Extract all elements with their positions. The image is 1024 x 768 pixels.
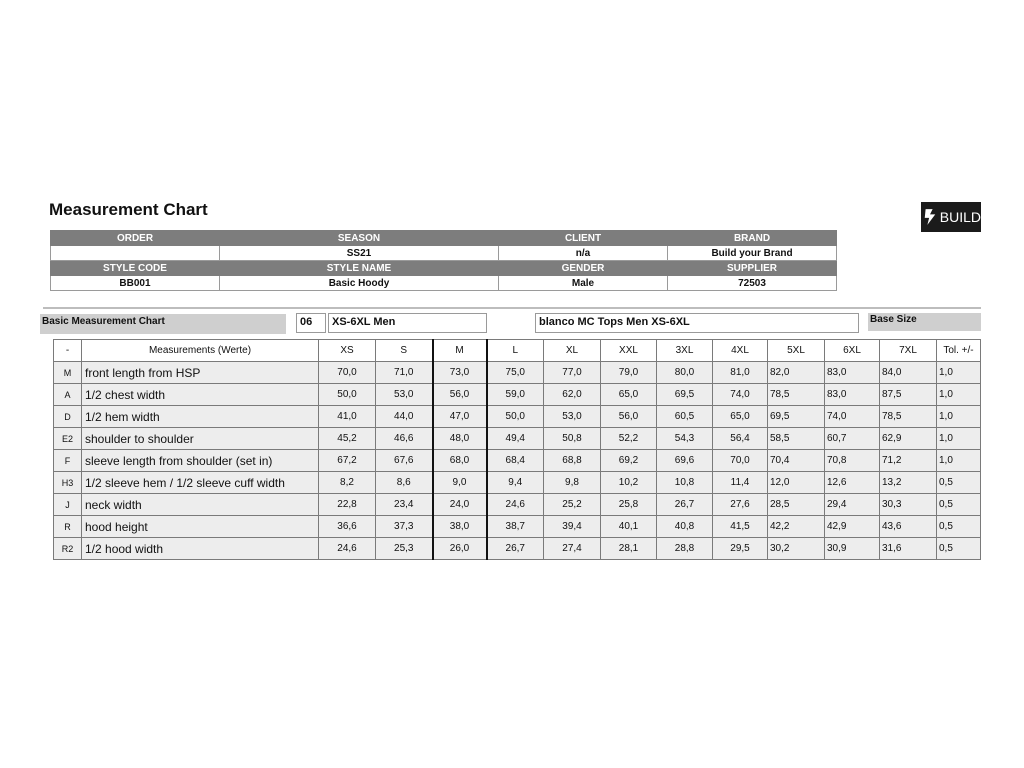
measurement-value: 50,0	[487, 406, 544, 428]
measurement-value: 70,8	[825, 450, 880, 472]
measurement-value: 40,1	[601, 516, 657, 538]
column-header: 5XL	[768, 340, 825, 362]
client-value: n/a	[499, 246, 668, 261]
measurement-value: 10,2	[601, 472, 657, 494]
column-header: XXL	[601, 340, 657, 362]
column-header: XL	[544, 340, 601, 362]
measurement-value: 70,0	[713, 450, 768, 472]
measurement-value: 47,0	[433, 406, 487, 428]
table-row	[54, 384, 981, 406]
measurement-value: 77,0	[544, 362, 601, 384]
column-header: -	[54, 340, 82, 362]
measurement-value: 80,0	[657, 362, 713, 384]
measurement-value: 10,8	[657, 472, 713, 494]
measurement-value: 67,2	[319, 450, 376, 472]
measurement-value: 43,6	[880, 516, 937, 538]
measurement-code: F	[54, 450, 82, 472]
brand-value: Build your Brand	[668, 246, 837, 261]
measurement-value: 87,5	[880, 384, 937, 406]
column-header: Tol. +/-	[937, 340, 981, 362]
style-code-header: STYLE CODE	[51, 261, 220, 276]
measurement-value: 50,0	[319, 384, 376, 406]
measurement-value: 25,8	[601, 494, 657, 516]
column-header: XS	[319, 340, 376, 362]
measurement-value: 9,8	[544, 472, 601, 494]
order-header: ORDER	[51, 231, 220, 246]
measurement-code: H3	[54, 472, 82, 494]
measurement-value: 56,0	[433, 384, 487, 406]
measurement-value: 38,0	[433, 516, 487, 538]
measurement-value: 58,5	[768, 428, 825, 450]
table-row	[54, 538, 981, 560]
chart-number-field: 06	[296, 313, 326, 333]
measurement-value: 56,0	[601, 406, 657, 428]
measurement-value: 30,2	[768, 538, 825, 560]
tolerance-value: 1,0	[937, 428, 981, 450]
table-row	[54, 406, 981, 428]
measurement-value: 70,0	[319, 362, 376, 384]
template-field: blanco MC Tops Men XS-6XL	[535, 313, 859, 333]
measurement-value: 59,0	[487, 384, 544, 406]
measurement-value: 69,6	[657, 450, 713, 472]
measurement-value: 41,5	[713, 516, 768, 538]
measurement-code: R2	[54, 538, 82, 560]
tolerance-value: 1,0	[937, 450, 981, 472]
measurement-value: 28,1	[601, 538, 657, 560]
measurement-value: 81,0	[713, 362, 768, 384]
measurement-value: 78,5	[880, 406, 937, 428]
logo-text: BUILD	[939, 209, 981, 225]
measurement-value: 84,0	[880, 362, 937, 384]
size-range-field: XS-6XL Men	[328, 313, 487, 333]
measurement-code: R	[54, 516, 82, 538]
table-row	[54, 450, 981, 472]
tolerance-value: 1,0	[937, 406, 981, 428]
tolerance-value: 0,5	[937, 516, 981, 538]
measurement-value: 28,8	[657, 538, 713, 560]
measurement-value: 53,0	[544, 406, 601, 428]
style-code-value: BB001	[51, 276, 220, 291]
column-header: 4XL	[713, 340, 768, 362]
measurement-name: 1/2 hem width	[82, 406, 319, 428]
column-header: Measurements (Werte)	[82, 340, 319, 362]
gender-header: GENDER	[499, 261, 668, 276]
measurement-value: 70,4	[768, 450, 825, 472]
column-header: M	[433, 340, 487, 362]
measurement-value: 49,4	[487, 428, 544, 450]
brand-logo	[921, 202, 981, 232]
measurement-value: 60,5	[657, 406, 713, 428]
base-size-label: Base Size	[868, 313, 981, 331]
measurement-value: 54,3	[657, 428, 713, 450]
measurement-value: 24,6	[319, 538, 376, 560]
measurement-value: 83,0	[825, 384, 880, 406]
measurement-code: E2	[54, 428, 82, 450]
measurement-value: 82,0	[768, 362, 825, 384]
measurement-value: 50,8	[544, 428, 601, 450]
table-row	[54, 472, 981, 494]
column-header: L	[487, 340, 544, 362]
measurement-value: 25,3	[376, 538, 433, 560]
measurement-code: M	[54, 362, 82, 384]
measurement-name: hood height	[82, 516, 319, 538]
measurement-table	[53, 339, 981, 560]
measurement-value: 36,6	[319, 516, 376, 538]
season-header: SEASON	[220, 231, 499, 246]
measurement-value: 24,0	[433, 494, 487, 516]
gender-value: Male	[499, 276, 668, 291]
column-header: S	[376, 340, 433, 362]
measurement-value: 48,0	[433, 428, 487, 450]
measurement-value: 8,6	[376, 472, 433, 494]
measurement-value: 13,2	[880, 472, 937, 494]
tolerance-value: 1,0	[937, 362, 981, 384]
measurement-value: 78,5	[768, 384, 825, 406]
measurement-value: 9,0	[433, 472, 487, 494]
measurement-name: sleeve length from shoulder (set in)	[82, 450, 319, 472]
measurement-value: 42,9	[825, 516, 880, 538]
measurement-value: 31,6	[880, 538, 937, 560]
brand-header: BRAND	[668, 231, 837, 246]
measurement-value: 30,3	[880, 494, 937, 516]
measurement-value: 29,5	[713, 538, 768, 560]
table-row	[54, 516, 981, 538]
measurement-value: 71,2	[880, 450, 937, 472]
measurement-value: 67,6	[376, 450, 433, 472]
column-header: 3XL	[657, 340, 713, 362]
measurement-value: 9,4	[487, 472, 544, 494]
style-name-value: Basic Hoody	[220, 276, 499, 291]
measurement-code: J	[54, 494, 82, 516]
measurement-value: 45,2	[319, 428, 376, 450]
measurement-name: 1/2 sleeve hem / 1/2 sleeve cuff width	[82, 472, 319, 494]
measurement-value: 68,4	[487, 450, 544, 472]
measurement-value: 44,0	[376, 406, 433, 428]
measurement-value: 56,4	[713, 428, 768, 450]
measurement-value: 27,6	[713, 494, 768, 516]
measurement-value: 23,4	[376, 494, 433, 516]
table-row	[54, 362, 981, 384]
measurement-value: 69,5	[768, 406, 825, 428]
measurement-value: 74,0	[825, 406, 880, 428]
measurement-value: 40,8	[657, 516, 713, 538]
measurement-value: 27,4	[544, 538, 601, 560]
measurement-name: 1/2 chest width	[82, 384, 319, 406]
section-divider	[43, 307, 981, 309]
table-row	[54, 428, 981, 450]
measurement-value: 73,0	[433, 362, 487, 384]
measurement-value: 8,2	[319, 472, 376, 494]
measurement-value: 39,4	[544, 516, 601, 538]
tolerance-value: 0,5	[937, 494, 981, 516]
measurement-value: 52,2	[601, 428, 657, 450]
measurement-value: 69,5	[657, 384, 713, 406]
measurement-value: 68,0	[433, 450, 487, 472]
measurement-value: 71,0	[376, 362, 433, 384]
table-row	[54, 494, 981, 516]
measurement-value: 26,0	[433, 538, 487, 560]
measurement-name: shoulder to shoulder	[82, 428, 319, 450]
measurement-value: 79,0	[601, 362, 657, 384]
measurement-value: 24,6	[487, 494, 544, 516]
measurement-name: neck width	[82, 494, 319, 516]
measurement-value: 28,5	[768, 494, 825, 516]
measurement-value: 65,0	[601, 384, 657, 406]
measurement-value: 69,2	[601, 450, 657, 472]
measurement-value: 62,9	[880, 428, 937, 450]
season-value: SS21	[220, 246, 499, 261]
measurement-name: front length from HSP	[82, 362, 319, 384]
measurement-value: 30,9	[825, 538, 880, 560]
measurement-value: 65,0	[713, 406, 768, 428]
measurement-value: 38,7	[487, 516, 544, 538]
measurement-name: 1/2 hood width	[82, 538, 319, 560]
style-name-header: STYLE NAME	[220, 261, 499, 276]
order-info-table	[50, 230, 837, 291]
page-title: Measurement Chart	[49, 200, 208, 219]
measurement-value: 41,0	[319, 406, 376, 428]
measurement-value: 62,0	[544, 384, 601, 406]
order-value	[51, 246, 220, 261]
basic-chart-label: Basic Measurement Chart	[40, 314, 286, 334]
table-header-row	[54, 340, 981, 362]
measurement-value: 37,3	[376, 516, 433, 538]
tolerance-value: 0,5	[937, 472, 981, 494]
tolerance-value: 1,0	[937, 384, 981, 406]
measurement-value: 60,7	[825, 428, 880, 450]
measurement-code: D	[54, 406, 82, 428]
measurement-value: 26,7	[487, 538, 544, 560]
measurement-value: 12,0	[768, 472, 825, 494]
build-logo-icon	[923, 206, 939, 228]
measurement-value: 75,0	[487, 362, 544, 384]
measurement-value: 46,6	[376, 428, 433, 450]
column-header: 6XL	[825, 340, 880, 362]
measurement-value: 22,8	[319, 494, 376, 516]
measurement-value: 25,2	[544, 494, 601, 516]
measurement-code: A	[54, 384, 82, 406]
tolerance-value: 0,5	[937, 538, 981, 560]
supplier-header: SUPPLIER	[668, 261, 837, 276]
measurement-value: 68,8	[544, 450, 601, 472]
column-header: 7XL	[880, 340, 937, 362]
measurement-value: 29,4	[825, 494, 880, 516]
measurement-value: 12,6	[825, 472, 880, 494]
measurement-value: 83,0	[825, 362, 880, 384]
measurement-value: 53,0	[376, 384, 433, 406]
supplier-value: 72503	[668, 276, 837, 291]
measurement-value: 26,7	[657, 494, 713, 516]
measurement-value: 42,2	[768, 516, 825, 538]
measurement-value: 74,0	[713, 384, 768, 406]
measurement-value: 11,4	[713, 472, 768, 494]
client-header: CLIENT	[499, 231, 668, 246]
